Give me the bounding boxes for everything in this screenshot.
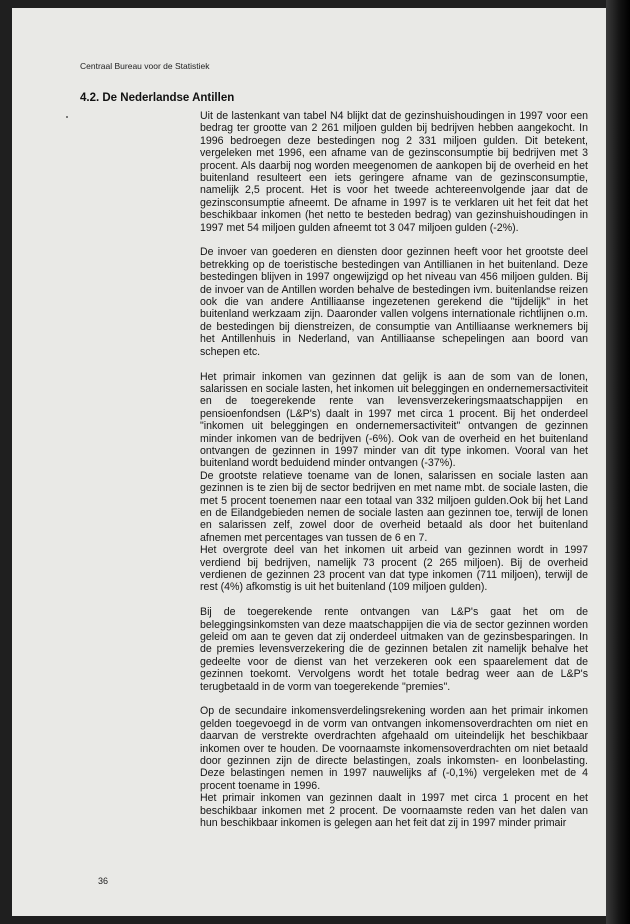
scan-speck [66,116,68,118]
scan-edge [606,0,630,924]
paragraph-wages-growth: De grootste relatieve toename van de lonen, salarissen en sociale lasten aan gezinnen is te zien bij de sector bedrijven en met name mbt. de sociale lasten, die met 5 procent toenemen naar een totaal van 332 miljoen gulden.Ook bij het Land en de Eilandgebieden nemen de sociale lasten aan gezinnen toe, terwijl de lonen en salarissen zelf, zowel door de overheid betaald als door het buitenland afnemen met percentages van tussen de 6 en 7. [200,469,588,544]
paragraph-imports: De invoer van goederen en diensten door gezinnen heeft voor het grootste deel betrekking op de toeristische bestedingen van Antillianen in het buitenland. Deze bestedingen blijven in 1997 ongewijzigd op het niveau van 456 miljoen gulden. Bij de invoer van de Antillen worden behalve de bestedingen ivm. buitenlandse reizen ook die van andere Antilliaanse ingezetenen gerekend die "tijdelijk" in het buitenland werkzaam zijn. Daaronder vallen volgens internationale richtlijnen o.m. de bestedingen bij dienstreizen, de consumptie van Antilliaanse werknemers bij het Antillenhuis in Nederland, van Antilliaanse schepelingen aan boord van schepen etc. [200,246,588,358]
body-text [200,110,588,830]
section-title: 4.2. De Nederlandse Antillen [80,92,235,104]
paragraph-secondary-distribution: Op de secundaire inkomensverdelingsrekening worden aan het primair inkomen gelden toegevoegd in de vorm van ontvangen inkomensoverdrachten om niet en daarvan de verstrekte overdrachten afgehaald om uiteindelijk het beschikbaar inkomen over te houden. De voornaamste inkomensoverdrachten om niet betaald door gezinnen zijn de directe belastingen, zoals inkomsten- en loonbelasting. Deze belastingen nemen in 1997 nauwelijks af (-0,1%) vergeleken met de 4 procent toename in 1996. [200,705,588,792]
paragraph-imputed-interest: Bij de toegerekende rente ontvangen van L&P's gaat het om de beleggingsinkomsten van deze maatschappijen die via de sector gezinnen worden geleid om aan te geven dat zij onderdeel uitmaken van de gezinsbesparingen. In de premies levensverzekering die de gezinnen betalen zit namelijk behalve het gedeelte voor de dienst van het verzekeren ook een spaarelement dat de gezinnen toekomt. Vervolgens wordt het totale bedrag weer aan de L&P's terugbetaald in de vorm van toegerekende "premies". [200,606,588,693]
page-number: 36 [98,876,109,886]
paragraph-labour-income: Het overgrote deel van het inkomen uit arbeid van gezinnen wordt in 1997 verdiend bij bedrijven, namelijk 73 procent (2 265 miljoen). Bij de overheid verdienen de gezinnen 23 procent van dat type inkomen (711 miljoen), terwijl de rest (4%) afkomstig is uit het buitenland (109 miljoen gulden). [200,544,588,594]
running-header: Centraal Bureau voor de Statistiek [80,61,210,71]
paragraph-disposable-income: Het primair inkomen van gezinnen daalt in 1997 met circa 1 procent en het beschikbaar inkomen met 2 procent. De voornaamste reden van het dalen van hun beschikbaar inkomen is gelegen aan het feit dat zij in 1997 minder primair [200,792,588,830]
paragraph-primary-income: Het primair inkomen van gezinnen dat gelijk is aan de som van de lonen, salarissen en sociale lasten, het inkomen uit beleggingen en ondernemersactiviteit en de toegerekende rente van levensverzekeringsmaatschappijen en pensioenfondsen (L&P's) daalt in 1997 met circa 1 procent. Bij het onderdeel "inkomen uit beleggingen en ondernemersactiviteit" ontvangen de gezinnen minder inkomen van de bedrijven (-6%). Ook van de overheid en het buitenland ontvangen de gezinnen in 1997 minder van dit type inkomen. Vooral van het buitenland wordt beduidend minder ontvangen (-37%). [200,370,588,470]
paragraph-consumption: Uit de lastenkant van tabel N4 blijkt dat de gezinshuishoudingen in 1997 voor een bedrag ter grootte van 2 261 miljoen gulden bij bedrijven hebben aangekocht. In 1996 bedroegen deze bestedingen nog 2 331 miljoen gulden. Dit betekent, vergeleken met 1996, een afname van de gezinsconsumptie bij bedrijven met 3 procent. Als daarbij nog worden meegenomen de aankopen bij de overheid en het buitenland resulteert een iets geringere afname van de gezinsconsumptie, namelijk 2,5 procent. Het is voor het tweede achtereenvolgende jaar dat de gezinsconsumptie afneemt. De afname in 1997 is te verklaren uit het feit dat het beschikbaar inkomen (het netto te besteden bedrag) van gezinshuishoudingen in 1997 met 54 miljoen gulden afneemt tot 3 047 miljoen gulden (-2%). [200,110,588,234]
